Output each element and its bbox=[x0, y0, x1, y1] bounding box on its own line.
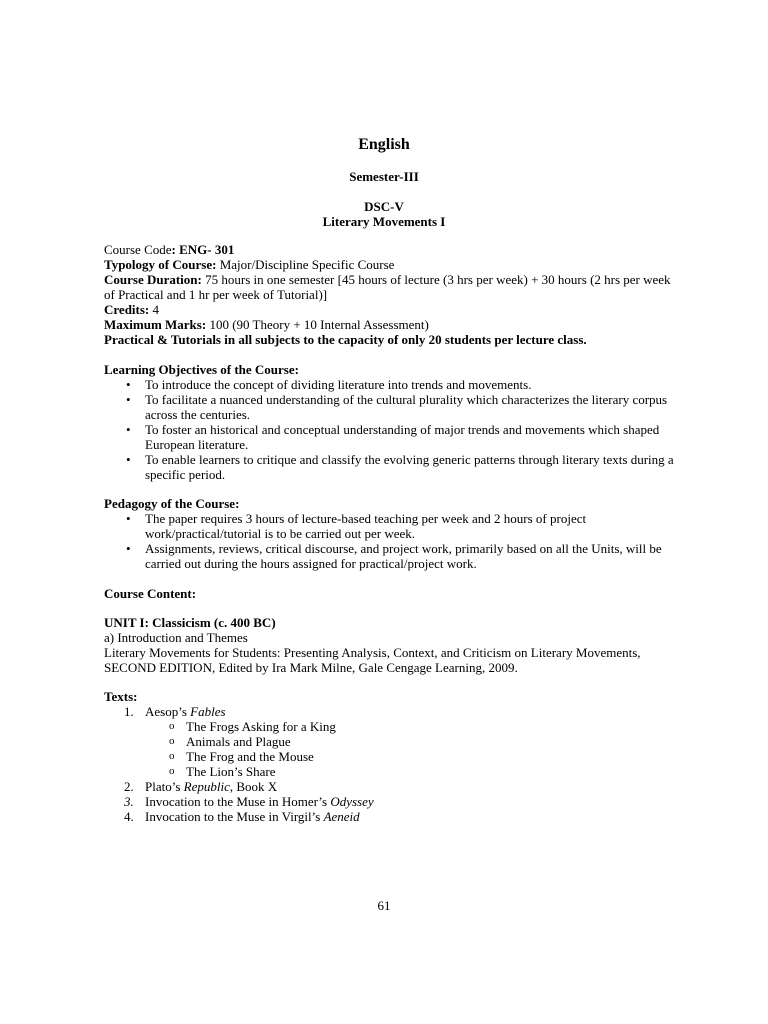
texts-list bbox=[104, 704, 674, 824]
objectives-heading: Learning Objectives of the Course: bbox=[104, 362, 299, 377]
texts-section bbox=[104, 689, 674, 824]
list-item: • The paper requires 3 hours of lecture-based teaching per week and 2 hours of project work/practical/tutorial is to be carried out per week. bbox=[104, 511, 674, 541]
list-item: 2. Plato’s Republic, Book X bbox=[124, 779, 278, 794]
list-item: o The Frogs Asking for a King bbox=[145, 719, 674, 734]
texts-heading: Texts: bbox=[104, 689, 138, 704]
list-item: • Assignments, reviews, critical discourse, and project work, primarily based on all the Units, will be carried out during the hours assigned for practical/project work. bbox=[104, 541, 674, 571]
course-content-heading: Course Content: bbox=[104, 586, 197, 601]
course-code-line: Course Code: ENG- 301 bbox=[104, 242, 235, 257]
unit-reference: Literary Movements for Students: Presenting Analysis, Context, and Criticism on Literary Movements, SECOND EDITION, Edited by Ira Mark Milne, Gale Cengage Learning, 2009. bbox=[104, 645, 641, 675]
practical-note: Practical & Tutorials in all subjects to the capacity of only 20 students per lecture class. bbox=[104, 332, 587, 347]
paper-title: Literary Movements I bbox=[322, 214, 446, 229]
objectives-section bbox=[104, 362, 674, 482]
unit-intro: a) Introduction and Themes bbox=[104, 630, 248, 645]
list-item: • To foster an historical and conceptual understanding of major trends and movements which shaped European literature. bbox=[104, 422, 674, 452]
list-item: o Animals and Plague bbox=[145, 734, 674, 749]
semester-label: Semester-III bbox=[349, 169, 419, 184]
unit-one-section bbox=[104, 615, 674, 675]
list-item: 1. Aesop’s Fables o The Frogs Asking for a King o Animals and Plague o The Frog and the Mouse o The Lion’s Share bbox=[104, 704, 674, 779]
list-item: o The Lion’s Share bbox=[145, 764, 674, 779]
credits-line: Credits: 4 bbox=[104, 302, 160, 317]
objectives-list bbox=[104, 377, 674, 482]
pedagogy-section bbox=[104, 496, 674, 571]
list-item: o The Frog and the Mouse bbox=[145, 749, 674, 764]
course-info bbox=[104, 242, 674, 347]
fables-sublist bbox=[145, 719, 674, 779]
pedagogy-list bbox=[104, 511, 674, 571]
list-item: • To enable learners to critique and classify the evolving generic patterns through literary texts during a specific period. bbox=[104, 452, 674, 482]
page-number: 61 bbox=[377, 898, 391, 913]
dsc-label: DSC-V bbox=[364, 199, 404, 214]
pedagogy-heading: Pedagogy of the Course: bbox=[104, 496, 240, 511]
typology-line: Typology of Course: Major/Discipline Specific Course bbox=[104, 257, 395, 272]
list-item: • To facilitate a nuanced understanding of the cultural plurality which characterizes the literary corpus across the centuries. bbox=[104, 392, 674, 422]
list-item: • To introduce the concept of dividing literature into trends and movements. bbox=[104, 377, 674, 392]
page-title: English bbox=[358, 136, 410, 153]
list-item: 3. Invocation to the Muse in Homer’s Odyssey bbox=[124, 794, 374, 809]
duration-line: Course Duration: 75 hours in one semester [45 hours of lecture (3 hrs per week) + 30 hours (2 hrs per week of Practical and 1 hr per week of Tutorial)] bbox=[104, 272, 671, 302]
unit-title: UNIT I: Classicism (c. 400 BC) bbox=[104, 615, 276, 630]
marks-line: Maximum Marks: 100 (90 Theory + 10 Internal Assessment) bbox=[104, 317, 429, 332]
list-item: 4. Invocation to the Muse in Virgil’s Aeneid bbox=[124, 809, 360, 824]
